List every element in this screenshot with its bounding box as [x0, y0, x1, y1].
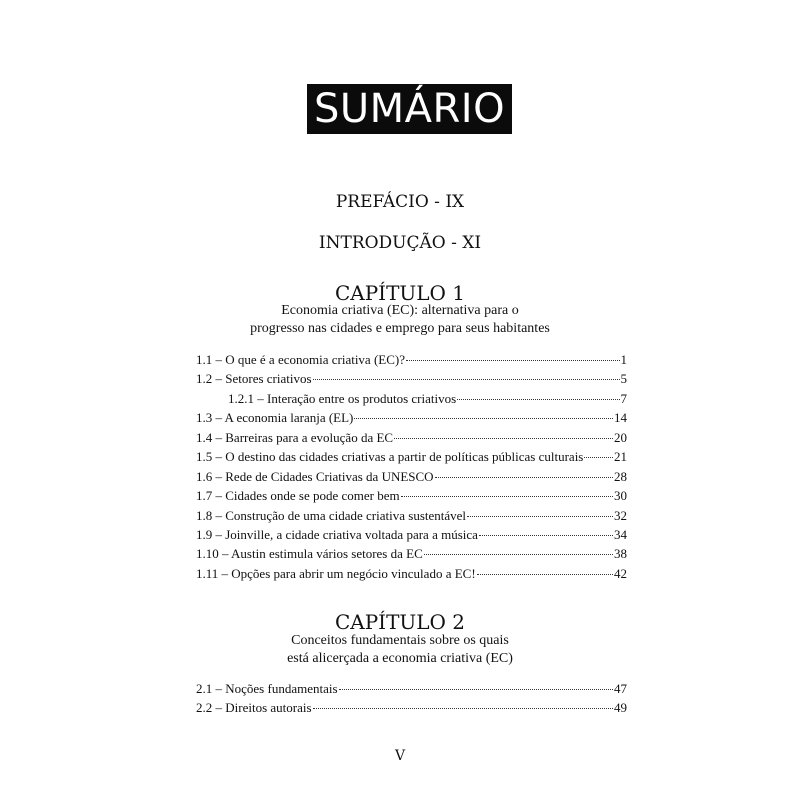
toc-entry-page: 1: [620, 352, 627, 367]
toc-entry-label: 1.11 – Opções para abrir um negócio vinculado a EC!: [196, 565, 476, 581]
introduction-heading: INTRODUÇÃO - XI: [318, 233, 482, 253]
toc-entry: [196, 488, 627, 507]
toc-entry: [196, 449, 627, 468]
toc-subentry: [196, 391, 627, 410]
chapter-1-subtitle-line1: Economia criativa (EC): alternativa para o: [281, 303, 519, 318]
toc-leader-dots: [457, 399, 619, 400]
toc-leader-dots: [435, 477, 613, 478]
page-number: V: [394, 748, 406, 764]
toc-entry-page: 7: [620, 390, 627, 406]
toc-entry-page: 21: [614, 449, 627, 465]
toc-entry-page: 38: [614, 546, 627, 562]
toc-entry-label: 1.6 – Rede de Cidades Criativas da UNESCO: [196, 468, 434, 484]
toc-entry: [196, 700, 627, 719]
toc-leader-dots: [339, 689, 613, 690]
toc-entry: [196, 566, 627, 585]
toc-entry-page: 34: [614, 526, 627, 542]
toc-leader-dots: [313, 708, 613, 709]
chapter-1-title: CAPÍTULO 1: [334, 281, 466, 305]
toc-leader-dots: [477, 574, 613, 575]
toc-entry-page: 32: [614, 507, 627, 523]
toc-leader-dots: [394, 438, 613, 439]
toc-entry-label: 2.1 – Noções fundamentais: [196, 681, 338, 696]
toc-leader-dots: [424, 554, 613, 555]
toc-entry-page: 30: [614, 488, 627, 504]
chapter-1-subtitle-line2: progresso nas cidades e emprego para seus habitantes: [250, 321, 550, 336]
toc-entry-label: 1.1 – O que é a economia criativa (EC)?: [196, 352, 405, 367]
toc-entry-label: 1.10 – Austin estimula vários setores da EC: [196, 546, 423, 562]
toc-entry: [196, 508, 627, 527]
toc-leader-dots: [406, 360, 620, 361]
toc-leader-dots: [479, 535, 613, 536]
toc-leader-dots: [584, 457, 613, 458]
preface-heading: PREFÁCIO - IX: [335, 192, 465, 212]
toc-entry: [196, 546, 627, 565]
chapter-2-subtitle-line1: Conceitos fundamentais sobre os quais: [291, 633, 509, 648]
toc-entry: [196, 681, 627, 700]
toc-entry-page: 5: [620, 371, 627, 387]
chapter-2-toc: [196, 681, 627, 720]
toc-entry-page: 47: [614, 681, 627, 696]
toc-entry: [196, 527, 627, 546]
toc-entry-label: 1.9 – Joinville, a cidade criativa voltada para a música: [196, 526, 478, 542]
toc-entry-label: 1.2 – Setores criativos: [196, 371, 312, 387]
toc-entry-page: 20: [614, 429, 627, 445]
toc-entry-label: 1.7 – Cidades onde se pode comer bem: [196, 488, 400, 504]
page-title: SUMÁRIO: [307, 84, 512, 134]
toc-entry-label: 2.2 – Direitos autorais: [196, 700, 312, 716]
toc-leader-dots: [467, 516, 613, 517]
toc-entry-label: 1.8 – Construção de uma cidade criativa sustentável: [196, 507, 467, 523]
toc-entry-label: 1.3 – A economia laranja (EL): [196, 410, 354, 426]
toc-entry: [196, 371, 627, 390]
toc-leader-dots: [313, 379, 620, 380]
toc-entry-label: 1.5 – O destino das cidades criativas a partir de políticas públicas culturais: [196, 449, 584, 465]
chapter-2-title: CAPÍTULO 2: [334, 610, 466, 634]
chapter-2-subtitle-line2: está alicerçada a economia criativa (EC): [287, 651, 513, 666]
toc-entry-page: 14: [614, 410, 627, 426]
toc-entry: [196, 352, 627, 371]
toc-leader-dots: [354, 418, 613, 419]
toc-leader-dots: [401, 496, 613, 497]
toc-entry: [196, 410, 627, 429]
toc-entry-label: 1.2.1 – Interação entre os produtos criativos: [228, 390, 457, 406]
toc-entry-page: 28: [614, 468, 627, 484]
toc-entry-page: 42: [614, 565, 627, 581]
toc-entry: [196, 469, 627, 488]
toc-entry-page: 49: [614, 700, 627, 716]
chapter-1-toc: [196, 352, 627, 585]
toc-entry-label: 1.4 – Barreiras para a evolução da EC: [196, 429, 394, 445]
toc-entry: [196, 430, 627, 449]
